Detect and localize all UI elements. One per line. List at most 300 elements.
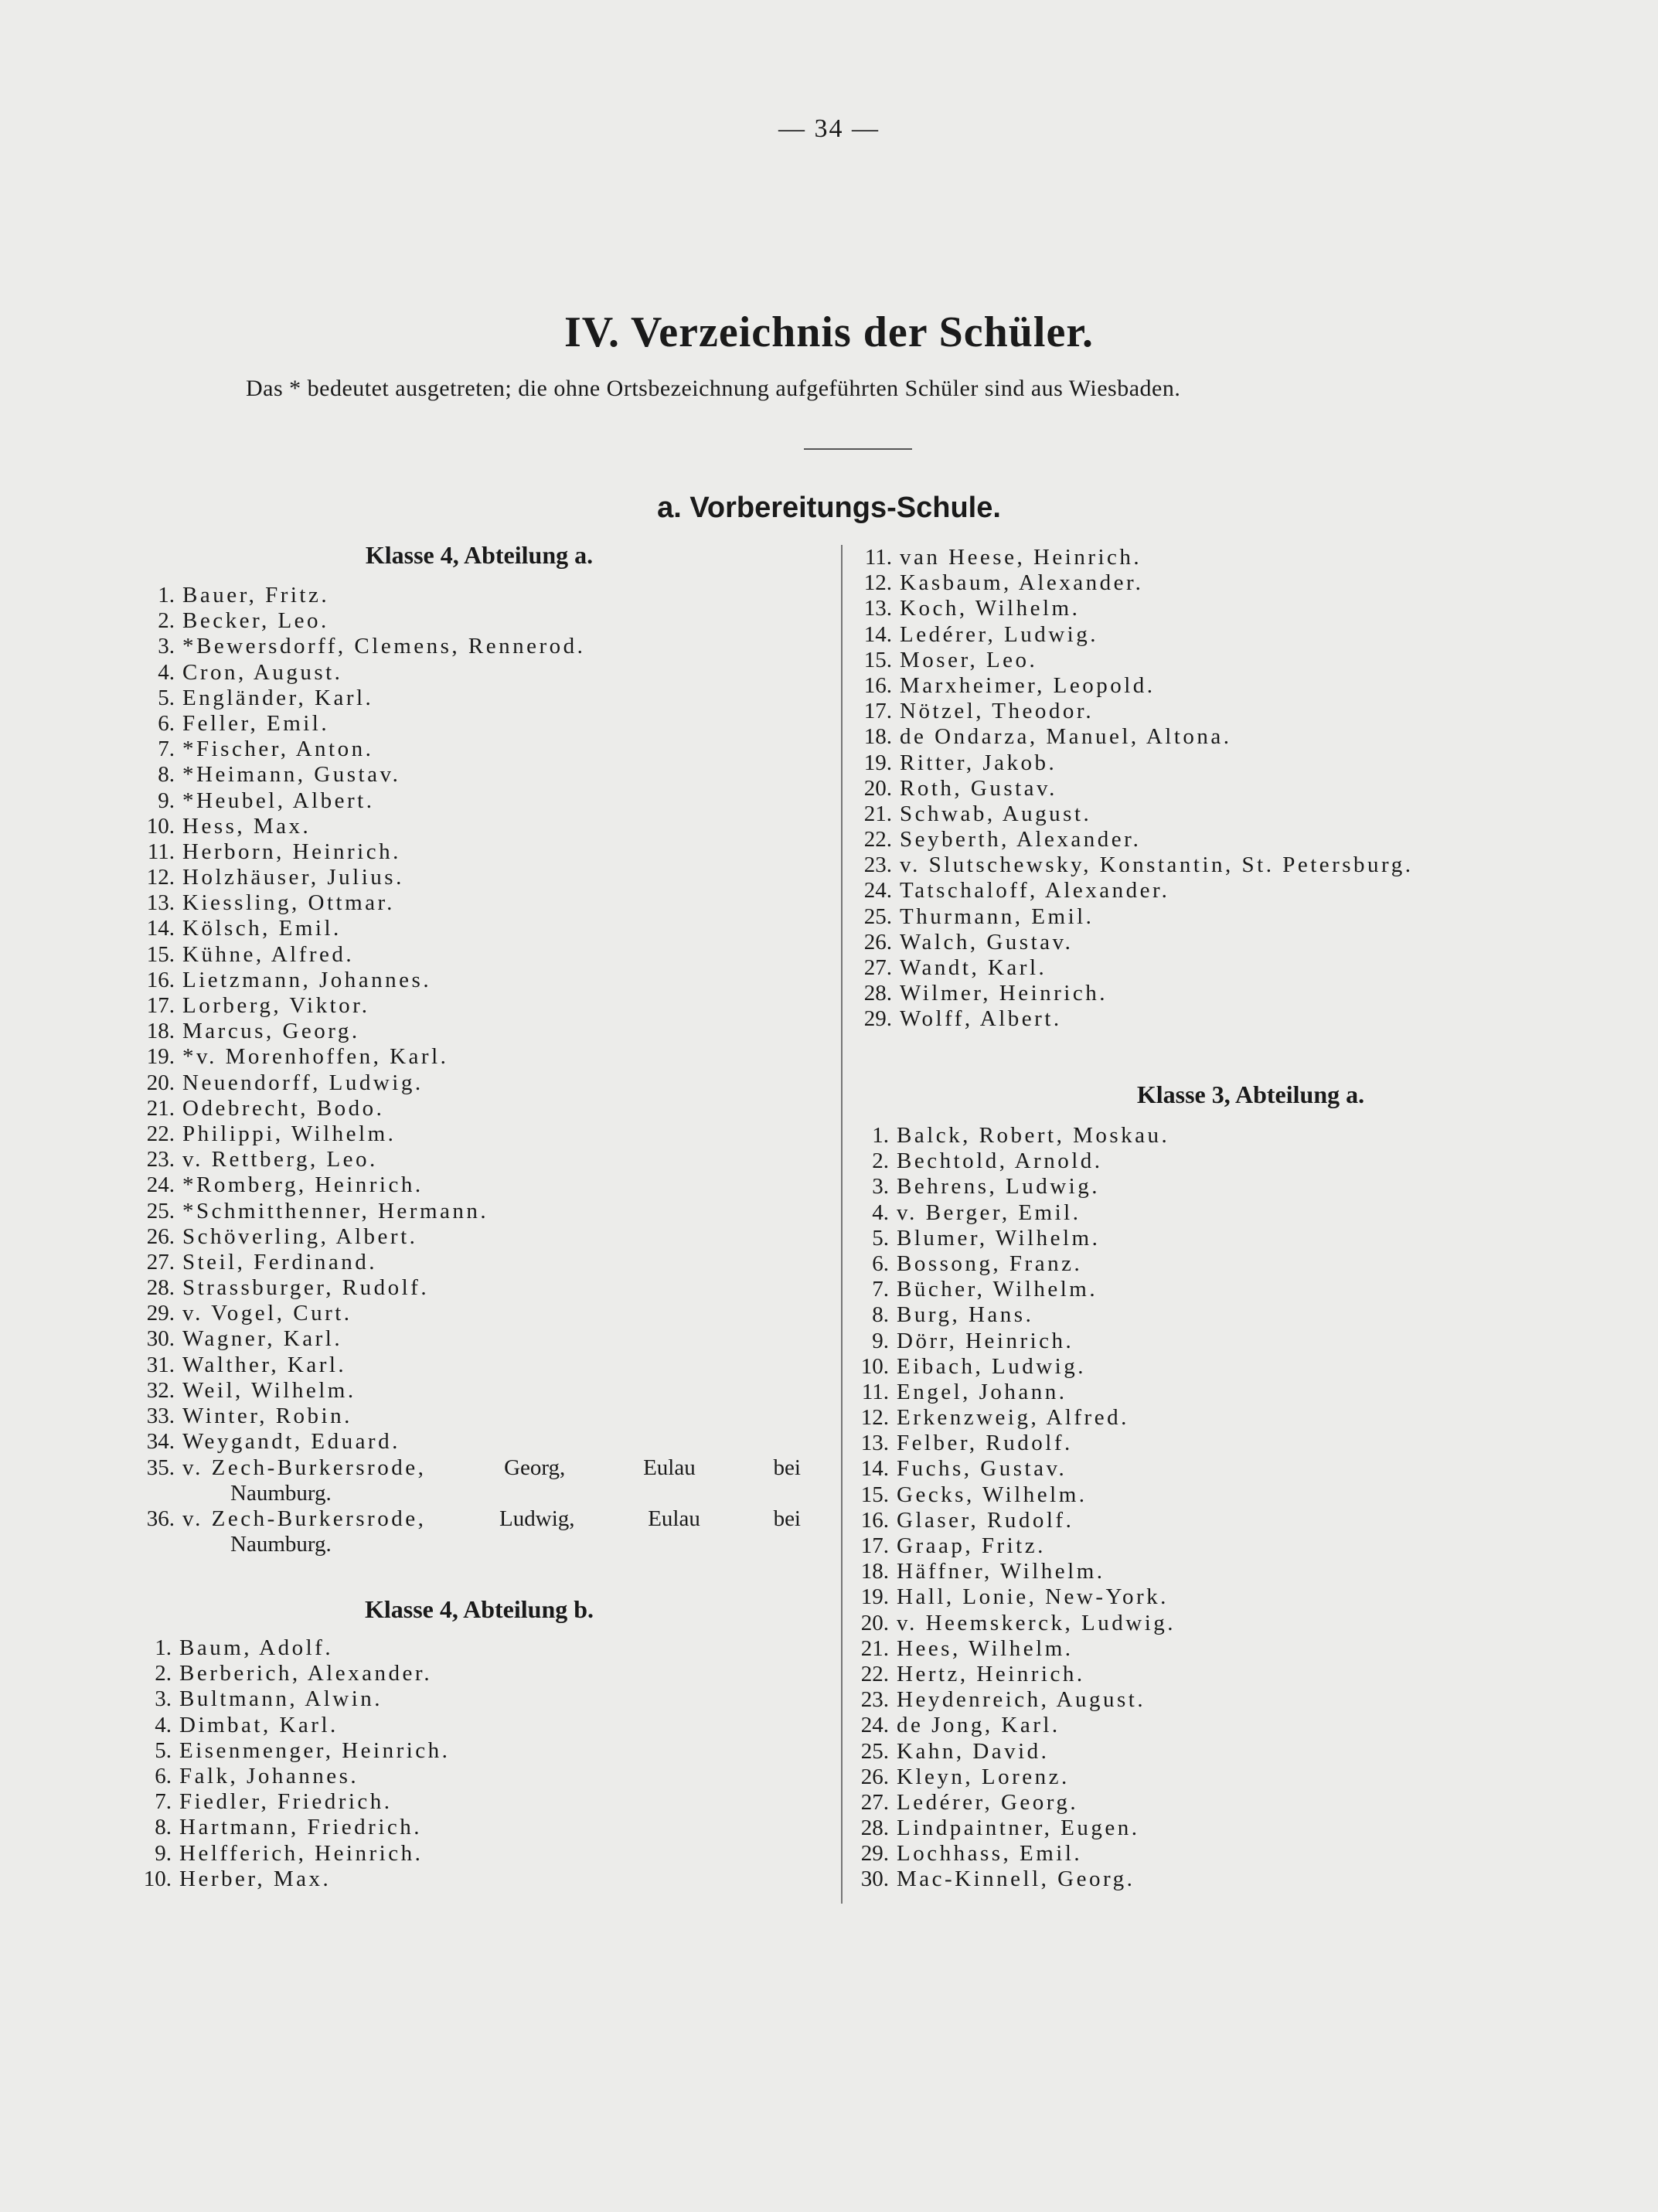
list-item xyxy=(139,865,819,890)
entry-number: 28. xyxy=(860,1816,889,1841)
entry-name: Engel, Johann. xyxy=(897,1379,1067,1404)
entry-name: Steil, Ferdinand. xyxy=(182,1249,378,1274)
entry-name: Hall, Lonie, New-York. xyxy=(897,1584,1169,1610)
entry-number: 13. xyxy=(860,1431,889,1456)
entry-name: Koch, Wilhelm. xyxy=(900,596,1081,621)
list-item xyxy=(136,1867,816,1892)
entry-number: 4. xyxy=(158,659,175,685)
entry-name: *Schmitthenner, Hermann. xyxy=(182,1198,489,1223)
entry-name: Burg, Hans. xyxy=(897,1302,1034,1328)
list-k4b xyxy=(136,1635,816,1892)
entry-name-part: v. Zech-Burkersrode, xyxy=(182,1506,427,1531)
entry-name: Herborn, Heinrich. xyxy=(182,839,401,864)
entry-name: Dimbat, Karl. xyxy=(179,1712,339,1737)
entry-name-continuation: Naumburg. xyxy=(230,1481,332,1506)
entry-name: v. Heemskerck, Ludwig. xyxy=(897,1610,1176,1635)
page-title: IV. Verzeichnis der Schüler. xyxy=(563,308,1095,356)
entry-name: Dörr, Heinrich. xyxy=(897,1328,1074,1353)
entry-number: 25. xyxy=(860,1738,889,1764)
list-item xyxy=(856,699,1552,724)
list-item xyxy=(856,596,1552,621)
entry-name: Wilmer, Heinrich. xyxy=(900,981,1108,1006)
entry-number: 14. xyxy=(863,621,892,647)
entry-name: Moser, Leo. xyxy=(900,647,1038,672)
entry-name: Walther, Karl. xyxy=(182,1352,347,1377)
list-item xyxy=(136,1841,816,1867)
entry-name: Ledérer, Ludwig. xyxy=(900,621,1098,647)
entry-name: de Jong, Karl. xyxy=(897,1713,1061,1738)
list-item xyxy=(853,1841,1549,1867)
entry-number: 2. xyxy=(155,1661,172,1686)
entry-number: 26. xyxy=(146,1223,175,1249)
list-item xyxy=(139,660,819,686)
entry-number: 28. xyxy=(146,1275,175,1301)
list-item xyxy=(139,839,819,865)
entry-name: Kühne, Alfred. xyxy=(182,941,355,967)
entry-number: 19. xyxy=(146,1044,175,1070)
entry-name: Fuchs, Gustav. xyxy=(897,1456,1067,1482)
entry-name: *Bewersdorff, Clemens, Rennerod. xyxy=(182,634,586,659)
entry-name: v. Berger, Emil. xyxy=(897,1200,1081,1225)
entry-name: v. Slutschewsky, Konstantin, St. Petersburg. xyxy=(900,852,1414,878)
entry-number: 24. xyxy=(863,878,892,904)
entry-number: 24. xyxy=(860,1713,889,1738)
entry-name: Kiessling, Ottmar. xyxy=(182,890,395,916)
list-item xyxy=(853,1764,1549,1790)
entry-number: 27. xyxy=(863,955,892,980)
group-heading-k3a: Klasse 3, Abteilung a. xyxy=(1136,1080,1365,1108)
entry-name: Feller, Emil. xyxy=(182,710,330,736)
list-item xyxy=(856,955,1552,981)
list-item xyxy=(856,622,1552,648)
list-item xyxy=(853,1431,1549,1456)
list-item xyxy=(853,1174,1549,1200)
entry-number: 29. xyxy=(146,1301,175,1326)
entry-name: Blumer, Wilhelm. xyxy=(897,1225,1101,1251)
entry-name: Wagner, Karl. xyxy=(182,1326,343,1352)
list-item xyxy=(139,1326,819,1352)
entry-number: 12. xyxy=(146,865,175,890)
entry-name: Bauer, Fritz. xyxy=(182,583,330,607)
entry-number: 7. xyxy=(155,1789,172,1815)
list-item xyxy=(136,1661,816,1686)
list-item xyxy=(853,1739,1549,1764)
entry-name: *Fischer, Anton. xyxy=(182,737,374,762)
entry-name: Eibach, Ludwig. xyxy=(897,1353,1086,1379)
entry-number: 4. xyxy=(155,1712,172,1737)
entry-name: Behrens, Ludwig. xyxy=(897,1174,1100,1200)
entry-number: 9. xyxy=(155,1840,172,1866)
entry-name xyxy=(175,1455,801,1506)
list-item xyxy=(856,878,1552,904)
entry-name: Tatschaloff, Alexander. xyxy=(900,878,1170,904)
entry-number: 8. xyxy=(872,1302,889,1328)
list-k4a-wrapped xyxy=(139,1455,819,1557)
entry-number: 25. xyxy=(863,904,892,929)
list-item xyxy=(139,1019,819,1044)
entry-number: 22. xyxy=(863,827,892,852)
list-item xyxy=(139,711,819,737)
list-item xyxy=(139,1506,819,1557)
list-item xyxy=(139,942,819,968)
entry-name: Baum, Adolf. xyxy=(179,1635,334,1660)
entry-number: 11. xyxy=(147,839,175,864)
entry-name: Graap, Fritz. xyxy=(897,1533,1046,1558)
note-rule xyxy=(804,448,912,450)
entry-number: 20. xyxy=(860,1610,889,1635)
list-item xyxy=(853,1584,1549,1610)
entry-number: 17. xyxy=(860,1533,889,1558)
entry-number: 6. xyxy=(158,710,175,736)
entry-number: 5. xyxy=(155,1737,172,1763)
entry-number: 8. xyxy=(155,1815,172,1840)
entry-number: 27. xyxy=(146,1249,175,1274)
entry-name: Felber, Rudolf. xyxy=(897,1431,1073,1456)
entry-name-part: Eulau xyxy=(643,1455,696,1480)
entry-number: 1. xyxy=(155,1635,172,1660)
entry-name: v. Rettberg, Leo. xyxy=(182,1147,378,1172)
entry-name: Roth, Gustav. xyxy=(900,775,1057,801)
section-title: a. Vorbereitungs-Schule. xyxy=(657,492,1001,524)
entry-number: 15. xyxy=(146,941,175,967)
list-item xyxy=(139,1172,819,1198)
entry-number: 5. xyxy=(872,1225,889,1251)
entry-number: 21. xyxy=(146,1095,175,1121)
list-item xyxy=(139,814,819,839)
entry-name: Bechtold, Arnold. xyxy=(897,1149,1103,1174)
entry-name: Wandt, Karl. xyxy=(900,955,1047,980)
entry-number: 19. xyxy=(863,750,892,775)
list-item xyxy=(856,930,1552,955)
list-k3a xyxy=(853,1123,1549,1893)
list-item xyxy=(139,1224,819,1250)
entry-name: Kölsch, Emil. xyxy=(182,916,342,941)
entry-number: 4. xyxy=(872,1200,889,1225)
entry-number: 14. xyxy=(860,1456,889,1482)
entry-number: 29. xyxy=(860,1841,889,1867)
entry-number: 17. xyxy=(863,699,892,724)
group-heading-k4a: Klasse 4, Abteilung a. xyxy=(365,541,594,569)
entry-name: Herber, Max. xyxy=(179,1866,332,1891)
entry-name-part: Georg, xyxy=(504,1455,566,1480)
entry-name-part: Eulau xyxy=(648,1506,700,1531)
entry-number: 3. xyxy=(158,634,175,659)
entry-number: 3. xyxy=(155,1686,172,1712)
entry-name: Gecks, Wilhelm. xyxy=(897,1482,1088,1507)
list-item xyxy=(853,1226,1549,1251)
entry-name-part: bei xyxy=(773,1455,801,1480)
list-item xyxy=(136,1635,816,1661)
list-item xyxy=(139,1044,819,1070)
entry-number: 35. xyxy=(146,1455,175,1480)
entry-number: 33. xyxy=(146,1404,175,1428)
entry-number: 23. xyxy=(863,852,892,878)
entry-number: 21. xyxy=(860,1635,889,1661)
entry-number: 25. xyxy=(146,1198,175,1223)
group-heading-k4b: Klasse 4, Abteilung b. xyxy=(364,1595,594,1623)
list-item xyxy=(139,1404,819,1429)
list-item xyxy=(136,1686,816,1712)
entry-name: Lorberg, Viktor. xyxy=(182,993,370,1018)
entry-name: Helfferich, Heinrich. xyxy=(179,1840,424,1866)
entry-number: 2. xyxy=(872,1149,889,1174)
list-item xyxy=(139,1199,819,1224)
list-item xyxy=(139,762,819,788)
entry-name: Marcus, Georg. xyxy=(182,1019,360,1044)
entry-number: 18. xyxy=(146,1019,175,1044)
entry-number: 16. xyxy=(860,1507,889,1533)
entry-name: Bossong, Franz. xyxy=(897,1251,1083,1276)
list-item xyxy=(139,634,819,659)
entry-name: Erkenzweig, Alfred. xyxy=(897,1405,1129,1431)
entry-number: 21. xyxy=(863,801,892,826)
entry-number: 31. xyxy=(146,1352,175,1377)
entry-name: Bultmann, Alwin. xyxy=(179,1686,383,1712)
list-item xyxy=(853,1533,1549,1559)
entry-name: Lietzmann, Johannes. xyxy=(182,967,432,992)
entry-name: Schwab, August. xyxy=(900,801,1092,826)
entry-number: 19. xyxy=(860,1584,889,1610)
list-item xyxy=(139,1070,819,1096)
page-number: — 34 — xyxy=(778,114,880,143)
entry-name: Weil, Wilhelm. xyxy=(182,1377,356,1403)
list-item xyxy=(139,686,819,711)
entry-number: 2. xyxy=(158,608,175,634)
list-item xyxy=(853,1713,1549,1738)
entry-name: Schöverling, Albert. xyxy=(182,1223,418,1249)
list-item xyxy=(856,827,1552,852)
entry-name: Weygandt, Eduard. xyxy=(182,1429,400,1455)
entry-number: 30. xyxy=(146,1326,175,1352)
entry-number: 11. xyxy=(861,1379,889,1404)
list-item xyxy=(853,1559,1549,1584)
entry-name: Lindpaintner, Eugen. xyxy=(897,1816,1140,1841)
entry-number: 10. xyxy=(146,813,175,839)
entry-number: 8. xyxy=(158,762,175,788)
entry-name: Holzhäuser, Julius. xyxy=(182,865,404,890)
entry-name: Winter, Robin. xyxy=(182,1404,352,1428)
entry-name-part: bei xyxy=(773,1506,801,1531)
list-item xyxy=(856,981,1552,1006)
entry-name: Hees, Wilhelm. xyxy=(897,1635,1074,1661)
list-item xyxy=(139,1378,819,1404)
entry-name: Cron, August. xyxy=(182,659,343,685)
entry-name: Nötzel, Theodor. xyxy=(900,699,1095,724)
list-item xyxy=(853,1662,1549,1687)
list-item xyxy=(856,673,1552,699)
entry-number: 16. xyxy=(146,967,175,992)
list-item xyxy=(853,1277,1549,1302)
list-item xyxy=(853,1456,1549,1482)
entry-name: Philippi, Wilhelm. xyxy=(182,1121,397,1146)
entry-number: 18. xyxy=(863,724,892,750)
entry-name: Ledérer, Georg. xyxy=(897,1789,1079,1815)
entry-number: 12. xyxy=(860,1405,889,1431)
entry-name: Ritter, Jakob. xyxy=(900,750,1057,775)
entry-number: 26. xyxy=(863,929,892,955)
entry-name: Häffner, Wilhelm. xyxy=(897,1559,1105,1584)
list-item xyxy=(853,1405,1549,1431)
entry-name: Odebrecht, Bodo. xyxy=(182,1095,385,1121)
entry-name: Kasbaum, Alexander. xyxy=(900,570,1144,596)
list-item xyxy=(853,1123,1549,1149)
entry-number: 12. xyxy=(863,570,892,596)
entry-number: 6. xyxy=(872,1251,889,1276)
entry-name-continuation: Naumburg. xyxy=(230,1532,332,1557)
list-item xyxy=(139,608,819,634)
entry-name-part: v. Zech-Burkersrode, xyxy=(182,1455,427,1480)
entry-name: Hess, Max. xyxy=(182,813,312,839)
entry-number: 26. xyxy=(860,1764,889,1789)
entry-number: 7. xyxy=(872,1277,889,1302)
list-item xyxy=(139,788,819,814)
list-item xyxy=(853,1380,1549,1405)
entry-number: 22. xyxy=(146,1121,175,1146)
entry-number: 34. xyxy=(146,1429,175,1455)
list-item xyxy=(139,1250,819,1275)
list-item xyxy=(853,1251,1549,1277)
list-item xyxy=(139,1147,819,1172)
list-item xyxy=(856,801,1552,827)
entry-number: 27. xyxy=(860,1789,889,1815)
entry-number: 23. xyxy=(860,1687,889,1713)
list-item xyxy=(139,1121,819,1147)
entry-number: 20. xyxy=(863,775,892,801)
list-item xyxy=(856,904,1552,930)
entry-number: 3. xyxy=(872,1174,889,1200)
entry-number: 1. xyxy=(872,1123,889,1148)
entry-name: Becker, Leo. xyxy=(182,608,329,634)
entry-name: *v. Morenhoffen, Karl. xyxy=(182,1044,449,1070)
list-item xyxy=(136,1789,816,1815)
list-k4b-cont xyxy=(856,545,1552,1033)
entry-name: Walch, Gustav. xyxy=(900,929,1074,955)
entry-number: 1. xyxy=(158,583,175,607)
list-item xyxy=(853,1302,1549,1328)
entry-number: 13. xyxy=(863,596,892,621)
entry-name: Fiedler, Friedrich. xyxy=(179,1789,393,1815)
entry-name: van Heese, Heinrich. xyxy=(900,545,1142,570)
list-item xyxy=(139,1455,819,1506)
entry-name: Bücher, Wilhelm. xyxy=(897,1277,1098,1302)
entry-number: 9. xyxy=(872,1328,889,1353)
list-item xyxy=(139,968,819,993)
list-item xyxy=(853,1354,1549,1380)
list-item xyxy=(856,648,1552,673)
entry-number: 15. xyxy=(863,647,892,672)
entry-name: *Heimann, Gustav. xyxy=(182,762,401,788)
entry-number: 30. xyxy=(860,1867,889,1892)
entry-number: 9. xyxy=(158,788,175,813)
entry-name: Kleyn, Lorenz. xyxy=(897,1764,1070,1789)
list-item xyxy=(853,1790,1549,1816)
list-item xyxy=(136,1713,816,1738)
column-divider xyxy=(841,545,843,1904)
list-item xyxy=(856,1006,1552,1032)
list-item xyxy=(853,1816,1549,1841)
entry-name: Lochhass, Emil. xyxy=(897,1841,1083,1867)
entry-name: Hartmann, Friedrich. xyxy=(179,1815,423,1840)
entry-name: Strassburger, Rudolf. xyxy=(182,1275,430,1301)
entry-number: 22. xyxy=(860,1661,889,1686)
list-item xyxy=(856,570,1552,596)
legend-note: Das * bedeutet ausgetreten; die ohne Ortsbezeichnung aufgeführten Schüler sind aus Wiesbaden. xyxy=(246,376,1181,401)
entry-name: Neuendorff, Ludwig. xyxy=(182,1070,424,1095)
list-item xyxy=(856,852,1552,878)
entry-number: 29. xyxy=(863,1006,892,1032)
entry-name: *Heubel, Albert. xyxy=(182,788,375,813)
entry-name: Mac-Kinnell, Georg. xyxy=(897,1867,1135,1892)
entry-number: 14. xyxy=(146,916,175,941)
list-item xyxy=(853,1508,1549,1533)
entry-number: 6. xyxy=(155,1763,172,1788)
entry-name: de Ondarza, Manuel, Altona. xyxy=(900,724,1232,750)
list-item xyxy=(139,1301,819,1326)
entry-number: 20. xyxy=(146,1070,175,1095)
entry-name: Glaser, Rudolf. xyxy=(897,1507,1074,1533)
entry-name: Seyberth, Alexander. xyxy=(900,827,1142,852)
list-item xyxy=(856,776,1552,801)
entry-name xyxy=(175,1506,801,1557)
list-item xyxy=(139,916,819,941)
entry-number: 13. xyxy=(146,890,175,916)
list-item xyxy=(856,724,1552,750)
entry-number: 18. xyxy=(860,1559,889,1584)
list-item xyxy=(139,737,819,762)
list-item xyxy=(856,750,1552,776)
list-item xyxy=(853,1636,1549,1662)
entry-number: 32. xyxy=(146,1377,175,1403)
entry-number: 10. xyxy=(143,1866,172,1891)
entry-number: 11. xyxy=(864,545,892,570)
entry-number: 23. xyxy=(146,1147,175,1172)
entry-name: v. Vogel, Curt. xyxy=(182,1301,352,1326)
entry-number: 36. xyxy=(146,1506,175,1531)
list-item xyxy=(853,1329,1549,1354)
list-item xyxy=(853,1200,1549,1226)
entry-number: 17. xyxy=(146,993,175,1018)
list-item xyxy=(139,1353,819,1378)
list-item xyxy=(853,1687,1549,1713)
entry-name: Kahn, David. xyxy=(897,1738,1050,1764)
list-item xyxy=(853,1149,1549,1174)
entry-name: Thurmann, Emil. xyxy=(900,904,1095,929)
list-item xyxy=(139,1429,819,1455)
entry-name: Heydenreich, August. xyxy=(897,1687,1146,1713)
list-item xyxy=(856,545,1552,570)
entry-name: Hertz, Heinrich. xyxy=(897,1661,1085,1686)
list-item xyxy=(139,583,819,608)
entry-name: Balck, Robert, Moskau. xyxy=(897,1123,1170,1148)
entry-name: Eisenmenger, Heinrich. xyxy=(179,1737,451,1763)
entry-name: *Romberg, Heinrich. xyxy=(182,1172,424,1198)
list-item xyxy=(853,1867,1549,1892)
list-item xyxy=(139,1275,819,1301)
entry-number: 10. xyxy=(860,1353,889,1379)
entry-number: 28. xyxy=(863,981,892,1006)
entry-number: 15. xyxy=(860,1482,889,1507)
entry-name-part: Ludwig, xyxy=(499,1506,575,1531)
entry-number: 5. xyxy=(158,685,175,710)
entry-number: 24. xyxy=(146,1172,175,1198)
list-item xyxy=(139,890,819,916)
entry-number: 16. xyxy=(863,672,892,698)
entry-number: 7. xyxy=(158,737,175,762)
entry-name: Marxheimer, Leopold. xyxy=(900,672,1156,698)
entry-name: Berberich, Alexander. xyxy=(179,1661,433,1686)
list-item xyxy=(136,1815,816,1840)
entry-name: Falk, Johannes. xyxy=(179,1763,359,1788)
